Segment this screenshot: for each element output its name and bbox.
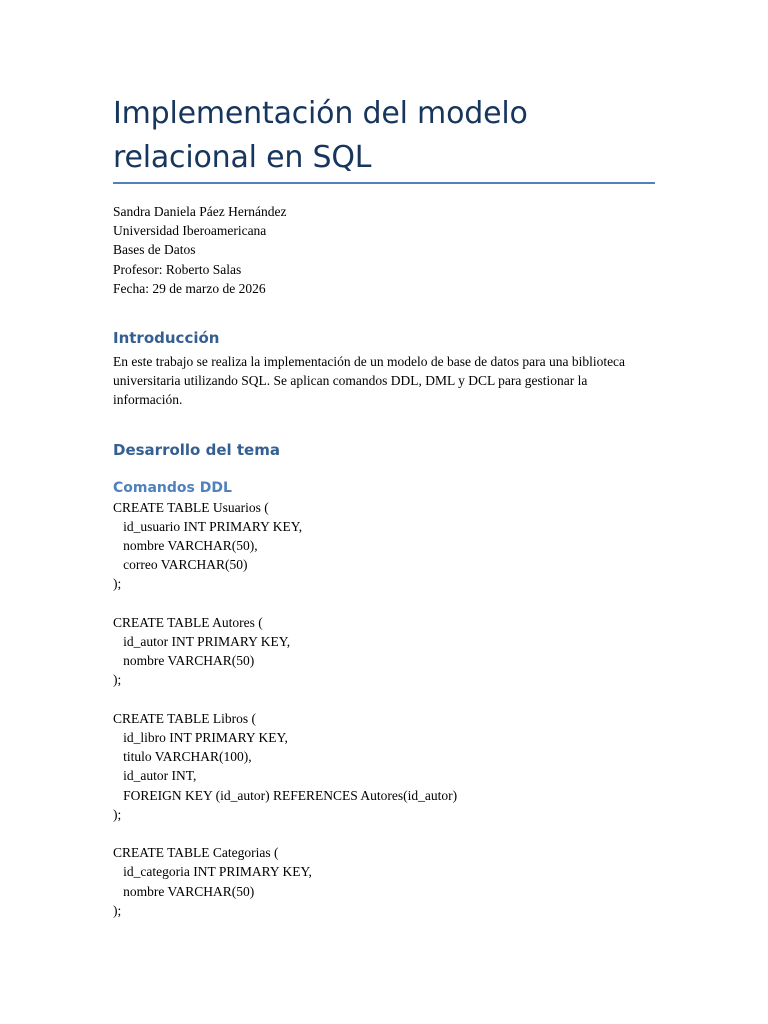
- code-line: );: [113, 672, 122, 688]
- author-name: Sandra Daniela Páez Hernández: [113, 204, 287, 219]
- intro-paragraph: En este trabajo se realiza la implementación de un modelo de base de datos para una biblioteca universitaria utilizando SQL. Se aplican comandos DDL, DML y DCL para gestionar la información.: [113, 354, 626, 408]
- code-line: FOREIGN KEY (id_autor) REFERENCES Autores(id_autor): [113, 787, 458, 803]
- university-name: Universidad Iberoamericana: [113, 223, 267, 239]
- code-line: nombre VARCHAR(50),: [113, 538, 258, 554]
- code-line: id_categoria INT PRIMARY KEY,: [113, 864, 312, 880]
- code-line: CREATE TABLE Libros (: [113, 710, 257, 726]
- professor-name: Profesor: Roberto Salas: [113, 261, 242, 277]
- code-line: nombre VARCHAR(50): [113, 653, 255, 669]
- code-line: );: [113, 806, 122, 822]
- code-line: id_autor INT,: [113, 768, 197, 784]
- intro-section: [113, 328, 658, 410]
- intro-heading: Introducción: [113, 329, 220, 348]
- code-block-usuarios: [113, 498, 658, 594]
- title-underline: [113, 182, 655, 184]
- code-line: titulo VARCHAR(100),: [113, 749, 252, 765]
- code-block-categorias: [113, 843, 658, 920]
- development-heading: Desarrollo del tema: [113, 440, 280, 459]
- code-line: );: [113, 902, 122, 918]
- code-block-libros: [113, 709, 658, 824]
- code-line: CREATE TABLE Categorias (: [113, 845, 279, 861]
- code-line: nombre VARCHAR(50): [113, 883, 255, 899]
- code-line: correo VARCHAR(50): [113, 557, 248, 573]
- code-line: CREATE TABLE Usuarios (: [113, 499, 269, 515]
- development-section: [113, 440, 658, 460]
- document-page: [113, 92, 658, 920]
- code-line: CREATE TABLE Autores (: [113, 614, 263, 630]
- code-line: );: [113, 576, 122, 592]
- code-block-autores: [113, 613, 658, 690]
- document-metadata: [113, 202, 658, 298]
- ddl-section: [113, 478, 658, 920]
- code-line: id_usuario INT PRIMARY KEY,: [113, 518, 303, 534]
- document-title: Implementación del modelo relacional en SQL: [113, 96, 528, 175]
- code-line: id_autor INT PRIMARY KEY,: [113, 634, 291, 650]
- document-date: Fecha: 29 de marzo de 2026: [113, 280, 266, 296]
- code-line: id_libro INT PRIMARY KEY,: [113, 730, 288, 746]
- ddl-heading: Comandos DDL: [113, 479, 232, 496]
- course-name: Bases de Datos: [113, 242, 196, 258]
